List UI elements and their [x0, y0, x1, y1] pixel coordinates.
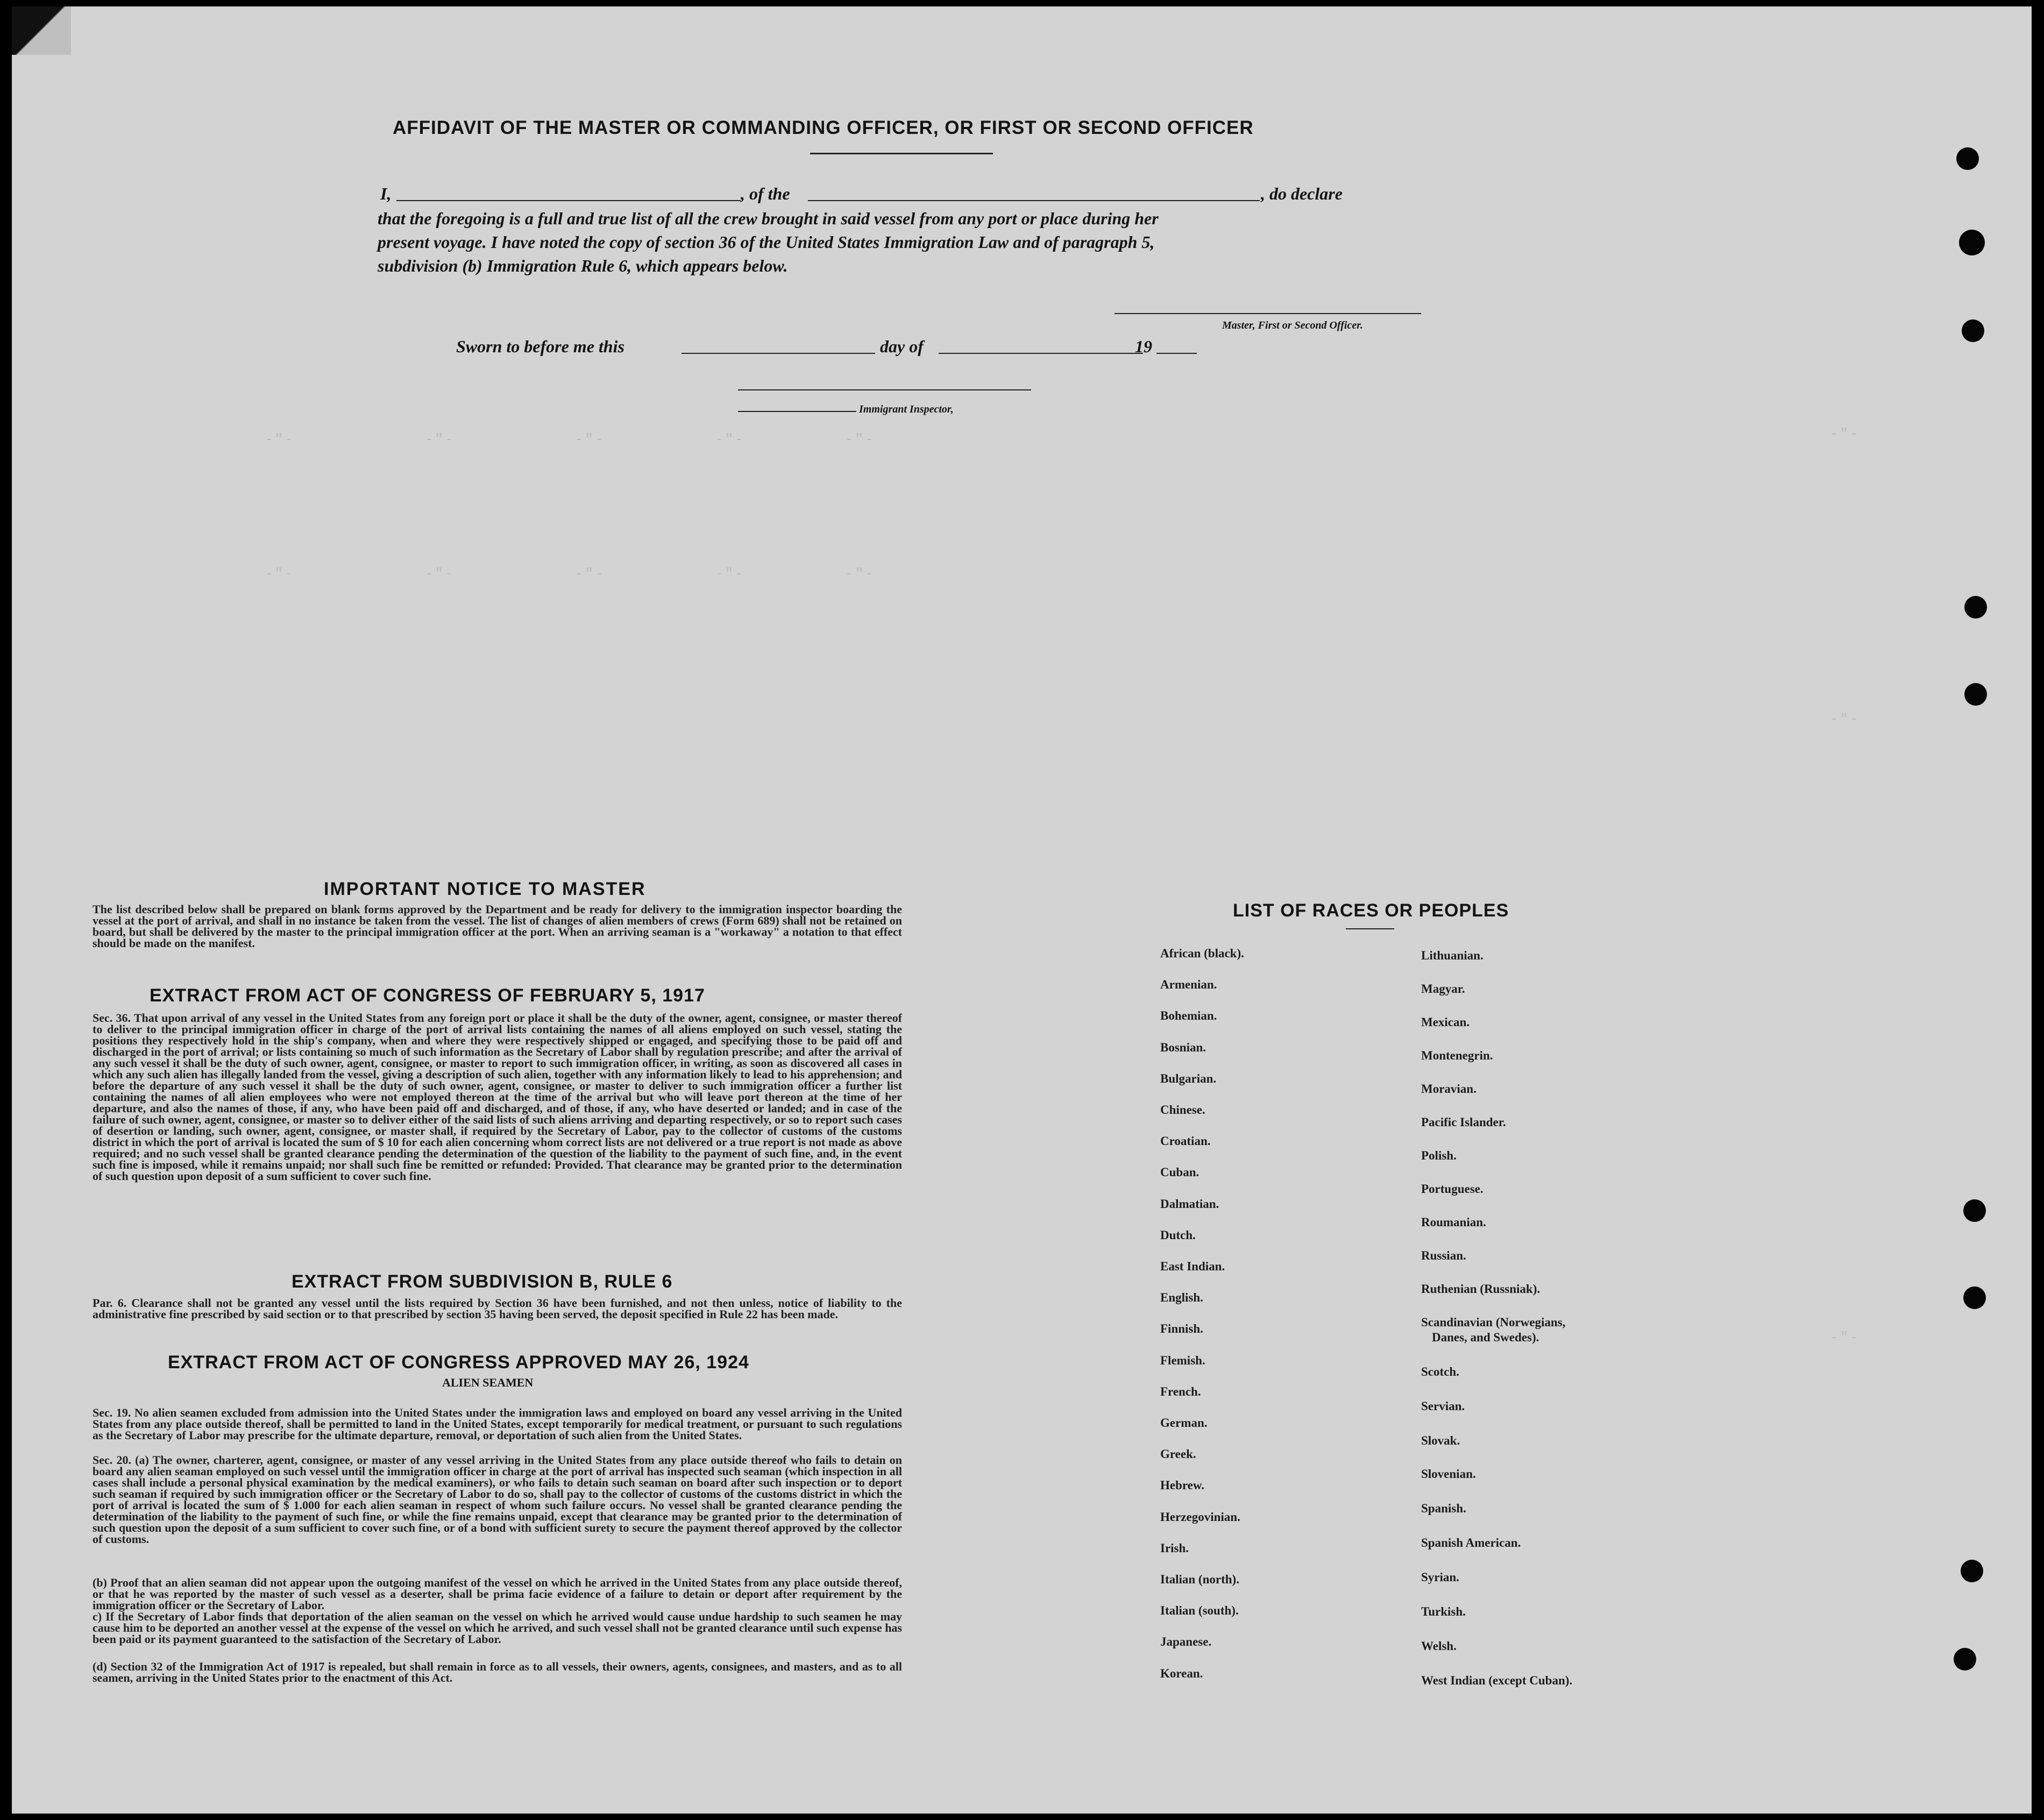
race-item: Scandinavian (Norwegians, [1421, 1316, 1566, 1329]
race-item: Bulgarian. [1160, 1071, 1217, 1085]
punch-hole [1962, 319, 1984, 342]
race-item: Flemish. [1160, 1353, 1205, 1367]
race-item: English. [1160, 1291, 1203, 1305]
affidavit-of-the: , of the [741, 184, 790, 203]
race-item: Roumanian. [1421, 1215, 1486, 1229]
punch-hole [1956, 147, 1979, 170]
race-item: Magyar. [1421, 982, 1465, 996]
inspector-line-short [738, 411, 856, 412]
punch-hole [1959, 230, 1985, 255]
notice-text: The list described below shall be prepared on blank forms approved by the Department and be ready for delivery to the immigration inspector boarding the vessel at the port of arrival, and shall in no instance be taken from the vessel. The list of changes of alien members of crews (Form 689) shall not be retained on board, but shall be delivered by the master to the principal immigration officer at the port. When an arriving seaman is a "workaway" a notation to that effect should be made on the manifest. [93, 902, 902, 950]
extract-1917-text: Sec. 36. That upon arrival of any vessel in the United States from any foreign port or place it shall be the duty of the owner, agent, consignee, or master thereof to deliver to the principal immigration officer in charge of the port of arrival lists containing the names of all aliens employed on such vessel, stating the positions they respectively hold in the ship's company, when and where they were respectively shipped or engaged, and specifying those to be paid off and discharged in the port of arrival; or lists containing so much of such information as the Secretary of Labor shall by regulation prescribe; and after the arrival of any such vessel it shall be the duty of such owner, agent, consignee, or master to report to such immigration officer, in writing, as soon as discovered all cases in which any such alien has illegally landed from the vessel, giving a description of such alien, together with any information likely to lead to his apprehension; and before the departure of any such vessel it shall be the duty of such owner, agent, consignee, or master to deliver to such immigration officer a further list containing the names of all alien employees who were not employed thereon at the time of the arrival but who will leave port thereon at the time of her departure, and also the names of those, if any, who have been paid off and discharged, and of those, if any, who have deserted or landed; and in case of the failure of such owner, agent, consignee, or master so to deliver either of the said lists of such aliens arriving and departing respectively, or so to report such cases of desertion or landing, such owner, agent, consignee, or master shall, if required by the Secretary of Labor, pay to the collector of customs of the customs district in which the port of arrival is located the sum of $ 10 for each alien concerning whom correct lists are not delivered or a true report is not made as above required; and no such vessel shall be granted clearance pending the determination of the question of the liability to the payment of such fine, and, in the event such fine is imposed, while it remains unpaid; nor shall such fine be remitted or refunded: Provided. That clearance may be granted prior to the determination of such question upon deposit of a sum sufficient to cover such fine. [93, 1011, 902, 1183]
alien-seamen-subtitle: ALIEN SEAMEN [442, 1376, 534, 1389]
race-item: Finnish. [1160, 1322, 1203, 1336]
bleed-through-marks: -"- -"- -"- -"- -"- [265, 566, 875, 582]
title-rule [810, 153, 993, 154]
race-item: Servian. [1421, 1399, 1465, 1413]
race-item: Hebrew. [1160, 1478, 1204, 1492]
race-item: Danes, and Swedes). [1432, 1331, 1539, 1344]
inspector-line [738, 389, 1031, 390]
race-item: Scotch. [1421, 1365, 1459, 1378]
race-item: Pacific Islander. [1421, 1115, 1506, 1129]
race-item: Herzegovinian. [1160, 1510, 1240, 1524]
affidavit-do-declare: , do declare [1261, 184, 1343, 203]
bleed-through-marks: -"- [1830, 1330, 1860, 1346]
race-item: Cuban. [1160, 1165, 1200, 1179]
race-item: Italian (north). [1160, 1573, 1239, 1586]
race-item: German. [1160, 1416, 1208, 1430]
race-item: Irish. [1160, 1541, 1189, 1555]
race-item: Bosnian. [1160, 1040, 1206, 1054]
race-item: East Indian. [1160, 1260, 1225, 1273]
race-item: Croatian. [1160, 1134, 1211, 1148]
race-item: Russian. [1421, 1249, 1466, 1262]
bleed-through-marks: -"- [1830, 711, 1860, 727]
race-item: Ruthenian (Russniak). [1421, 1282, 1541, 1296]
name-blank-line [396, 200, 741, 201]
race-item: Dalmatian. [1160, 1197, 1219, 1211]
race-item: Welsh. [1421, 1639, 1457, 1653]
punch-hole [1964, 596, 1987, 618]
extract-1924-sec20c: c) If the Secretary of Labor finds that deportation of the alien seaman on the vessel on which he arrived would cause undue hardship to such seamen he may cause him to be deported an another vessel at the expense of the vessel on which he arrived, and such vessel shall not be granted clearance until such expense has been paid or its payment guaranteed to the satisfaction of the Secretary of Labor. [93, 1610, 902, 1646]
race-item: Slovenian. [1421, 1467, 1476, 1481]
race-item: Mexican. [1421, 1015, 1470, 1029]
notice-title: IMPORTANT NOTICE TO MASTER [324, 879, 646, 899]
day-of-label: day of [880, 337, 924, 356]
race-item: Portuguese. [1421, 1182, 1484, 1196]
race-item: Turkish. [1421, 1605, 1466, 1618]
race-item: Greek. [1160, 1447, 1196, 1461]
extract-1917-title: EXTRACT FROM ACT OF CONGRESS OF FEBRUARY 5, 1917 [150, 985, 705, 1006]
bleed-through-marks: -"- [1830, 426, 1860, 442]
race-item: Lithuanian. [1421, 949, 1484, 962]
affidavit-title: AFFIDAVIT OF THE MASTER OR COMMANDING OFFICER, OR FIRST OR SECOND OFFICER [393, 117, 1254, 138]
race-item: Italian (south). [1160, 1604, 1239, 1618]
subdivision-b-text: Par. 6. Clearance shall not be granted any vessel until the lists required by Section 36 have been furnished, and not then unless, notice of liability to the administrative fine prescribed by said section or to that prescribed by section 35 having been served, the deposit specified in Rule 22 has been made. [93, 1296, 902, 1321]
sworn-day-line [682, 353, 875, 354]
punch-hole [1963, 1199, 1986, 1222]
affidavit-i: I, [380, 184, 392, 203]
race-item: Polish. [1421, 1149, 1457, 1162]
race-item: Syrian. [1421, 1570, 1459, 1584]
races-title-rule [1346, 928, 1394, 929]
punch-hole [1963, 1286, 1986, 1309]
race-item: Japanese. [1160, 1635, 1212, 1649]
extract-1924-sec20b: (b) Proof that an alien seaman did not appear upon the outgoing manifest of the vessel on which he arrived in the United States from any place outside thereof, or that he was reported by the master of such vessel as a deserter, shall be prima facie evidence of a failure to detain or deport after requirement by the immigration officer or the Secretary of Labor. [93, 1576, 902, 1612]
extract-1924-sec20a: Sec. 20. (a) The owner, charterer, agent, consignee, or master of any vessel arriving in the United States from any place outside thereof who fails to detain on board any alien seaman employed on such vessel until the immigration officer in charge at the port of arrival has inspected such seaman (which inspection in all cases shall include a personal physical examination by the medical examiners), or who fails to detain such seaman on board after such inspection or to deport such seaman if required by such immigration officer or the Secretary of Labor to do so, shall pay to the collector of customs of the customs district in which the port of arrival is located the sum of $ 1.000 for each alien seaman in respect of whom such failure occurs. No vessel shall be granted clearance pending the determination of the liability to the payment of such fine, or while the fine remains unpaid, except that clearance may be granted prior to the determination of such question upon the deposit of a sum sufficient to cover such fine, or of a bond with sufficient surety to secure the payment thereof approved by the collector of customs. [93, 1453, 902, 1546]
race-item: Spanish. [1421, 1502, 1466, 1515]
race-item: Chinese. [1160, 1103, 1205, 1117]
affidavit-line2: that the foregoing is a full and true list of all the crew brought in said vessel from any port or place during her [378, 209, 1159, 228]
extract-1924-sec19: Sec. 19. No alien seamen excluded from admission into the United States under the immigration laws and employed on board any vessel arriving in the United States from any place outside thereof, shall be permitted to land in the United States, except temporarily for medical treatment, or pursuant to such regulations as the Secretary of Labor may prescribe for the ultimate departure, removal, or deportation of such alien from the United States. [93, 1406, 902, 1442]
affidavit-line4: subdivision (b) Immigration Rule 6, which appears below. [378, 256, 788, 275]
race-item: Armenian. [1160, 978, 1217, 992]
punch-hole [1961, 1560, 1983, 1582]
races-title: LIST OF RACES OR PEOPLES [1233, 900, 1509, 921]
race-item: Montenegrin. [1421, 1049, 1493, 1062]
vessel-blank-line [808, 200, 1260, 201]
extract-1924-title: EXTRACT FROM ACT OF CONGRESS APPROVED MAY 26, 1924 [168, 1352, 749, 1373]
year-prefix: 19 [1135, 337, 1152, 356]
punch-hole [1964, 683, 1987, 706]
race-item: Bohemian. [1160, 1009, 1217, 1023]
punch-hole [1954, 1648, 1976, 1670]
race-item: French. [1160, 1384, 1201, 1398]
subdivision-b-title: EXTRACT FROM SUBDIVISION B, RULE 6 [292, 1271, 673, 1292]
year-line [1156, 353, 1197, 354]
signature-label: Master, First or Second Officer. [1222, 319, 1363, 331]
race-item: Slovak. [1421, 1434, 1460, 1447]
extract-1924-sec20d: (d) Section 32 of the Immigration Act of 1917 is repealed, but shall remain in force as to all vessels, their owners, agents, consignees, and masters, and as to all seamen, arriving in the United States prior to the enactment of this Act. [93, 1660, 902, 1684]
race-item: Korean. [1160, 1666, 1203, 1680]
race-item: Spanish American. [1421, 1536, 1521, 1549]
inspector-label: Immigrant Inspector, [859, 403, 954, 415]
bleed-through-marks: -"- -"- -"- -"- -"- [265, 431, 875, 447]
race-item: African (black). [1160, 947, 1244, 960]
race-item: Dutch. [1160, 1228, 1196, 1242]
document-sheet [12, 6, 2032, 1814]
folded-corner [12, 6, 71, 55]
month-line [939, 353, 1143, 354]
race-item: West Indian (except Cuban). [1421, 1674, 1573, 1687]
race-item: Moravian. [1421, 1082, 1477, 1096]
affidavit-line3: present voyage. I have noted the copy of section 36 of the United States Immigration Law and of paragraph 5, [378, 232, 1155, 252]
sworn-label: Sworn to before me this [456, 337, 624, 356]
signature-line [1115, 313, 1421, 314]
